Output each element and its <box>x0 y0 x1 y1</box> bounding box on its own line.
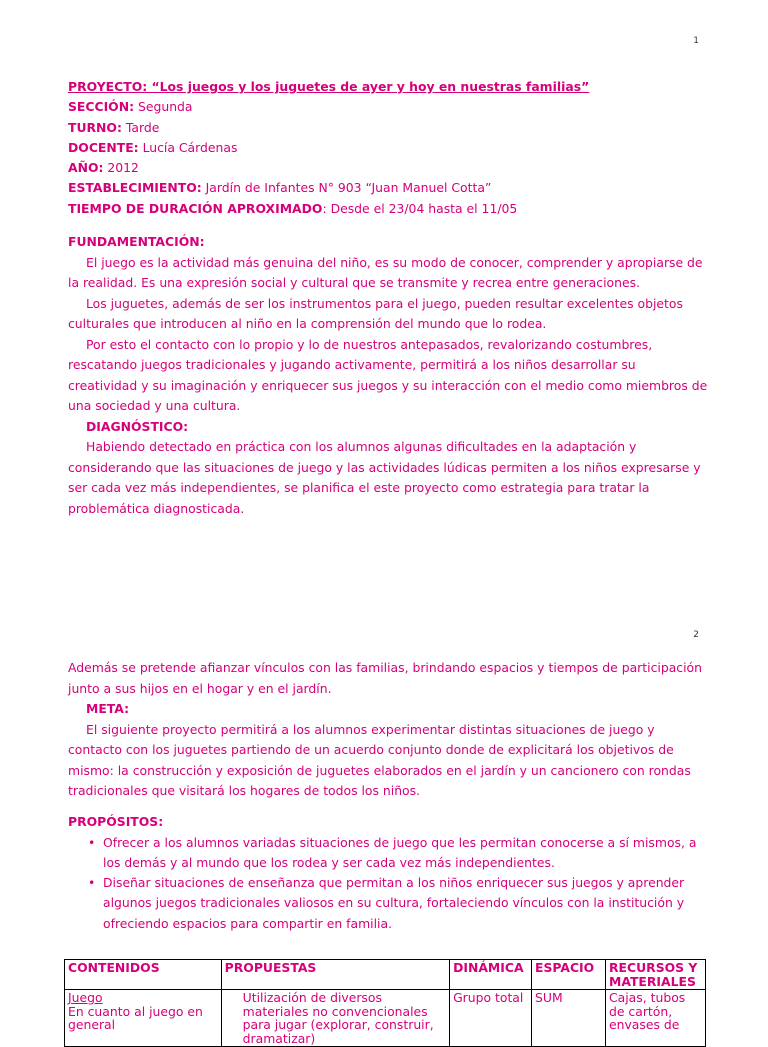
list-item: • Diseñar situaciones de enseñanza que permitan a los niños enriquecer sus juegos y aprender algunos juegos tradicionales valiosos en su cultura, fortaleciendo vínculos con la institución y ofreciendo espacios para compartir en familia. <box>103 873 708 934</box>
header-propuestas: PROPUESTAS <box>221 960 449 990</box>
list-item: • Ofrecer a los alumnos variadas situaciones de juego que les permitan conocerse a sí mismos, a los demás y al mundo que los rodea y ser cada vez más independientes. <box>103 833 708 874</box>
intro-paragraph: Además se pretende afianzar vínculos con las familias, brindando espacios y tiempos de participación junto a sus hijos en el hogar y en el jardín. <box>68 660 702 696</box>
propositos-heading: PROPÓSITOS: <box>68 814 164 829</box>
fundamentacion-section <box>68 232 708 519</box>
diagnostico-paragraph: Habiendo detectado en práctica con los alumnos algunas dificultades en la adaptación y considerando que las situaciones de juego y las actividades lúdicas permiten a los niños expresarse y ser cada vez más independientes, se planifica el este proyecto como estrategia para tratar la problemática diagnosticada. <box>68 439 701 516</box>
header-dinamica: DINÁMICA <box>450 960 532 990</box>
page-1-header <box>68 77 708 219</box>
contenidos-text: En cuanto al juego en general <box>68 1003 203 1032</box>
cell-espacio: SUM <box>532 990 606 1047</box>
page-2-body <box>68 658 708 802</box>
propositos-section <box>68 812 708 934</box>
field-docente: DOCENTE: Lucía Cárdenas <box>68 139 238 155</box>
diagnostico-heading: DIAGNÓSTICO: <box>86 418 189 434</box>
propositos-list <box>68 833 708 934</box>
table-row <box>65 990 706 1047</box>
field-establecimiento: ESTABLECIMIENTO: Jardín de Infantes N° 903 “Juan Manuel Cotta” <box>68 180 492 196</box>
contenidos-title: Juego <box>68 990 103 1005</box>
contenidos-table <box>64 959 706 1047</box>
cell-dinamica: Grupo total <box>450 990 532 1047</box>
meta-heading: META: <box>86 701 130 716</box>
fundamentacion-heading: FUNDAMENTACIÓN: <box>68 234 205 249</box>
cell-propuestas: Utilización de diversos materiales no convencionales para jugar (explorar, construir, dramatizar) <box>221 990 449 1047</box>
header-espacio: ESPACIO <box>532 960 606 990</box>
cell-recursos: Cajas, tubos de cartón, envases de <box>606 990 706 1047</box>
project-title: PROYECTO: “Los juegos y los juguetes de ayer y hoy en nuestras familias” <box>68 79 590 94</box>
page-number-1: 1 <box>693 36 699 46</box>
meta-paragraph: El siguiente proyecto permitirá a los alumnos experimentar distintas situaciones de juego y contacto con los juguetes partiendo de un acuerdo conjunto donde de explicitará los objetivos de mismo: la construcción y exposición de juguetes elaborados en el jardín y un cancionero con rondas tradicionales que visitará los hogares de todos los niños. <box>68 721 691 798</box>
cell-contenidos <box>65 990 222 1047</box>
fundamentacion-paragraph: El juego es la actividad más genuina del niño, es su modo de conocer, comprender y apropiarse de la realidad. Es una expresión social y cultural que se transmite y recrea entre generaciones. <box>68 254 703 290</box>
page-number-2: 2 <box>693 630 699 640</box>
field-duracion: TIEMPO DE DURACIÓN APROXIMADO: Desde el 23/04 hasta el 11/05 <box>68 200 518 216</box>
fundamentacion-paragraph: Por esto el contacto con lo propio y lo de nuestros antepasados, revalorizando costumbres, rescatando juegos tradicionales y jugando activamente, permitirá a los niños desarrollar su creatividad y su imaginación y enriquecer sus juegos y su interacción con el medio como miembros de una sociedad y una cultura. <box>68 336 708 413</box>
field-anio: AÑO: 2012 <box>68 160 139 176</box>
header-contenidos: CONTENIDOS <box>65 960 222 990</box>
field-seccion: SECCIÓN: Segunda <box>68 99 193 115</box>
field-turno: TURNO: Tarde <box>68 119 160 135</box>
fundamentacion-paragraph: Los juguetes, además de ser los instrumentos para el juego, pueden resultar excelentes objetos culturales que introducen al niño en la comprensión del mundo que lo rodea. <box>68 295 683 331</box>
table-header-row <box>65 960 706 990</box>
header-recursos: RECURSOS Y MATERIALES <box>606 960 706 990</box>
